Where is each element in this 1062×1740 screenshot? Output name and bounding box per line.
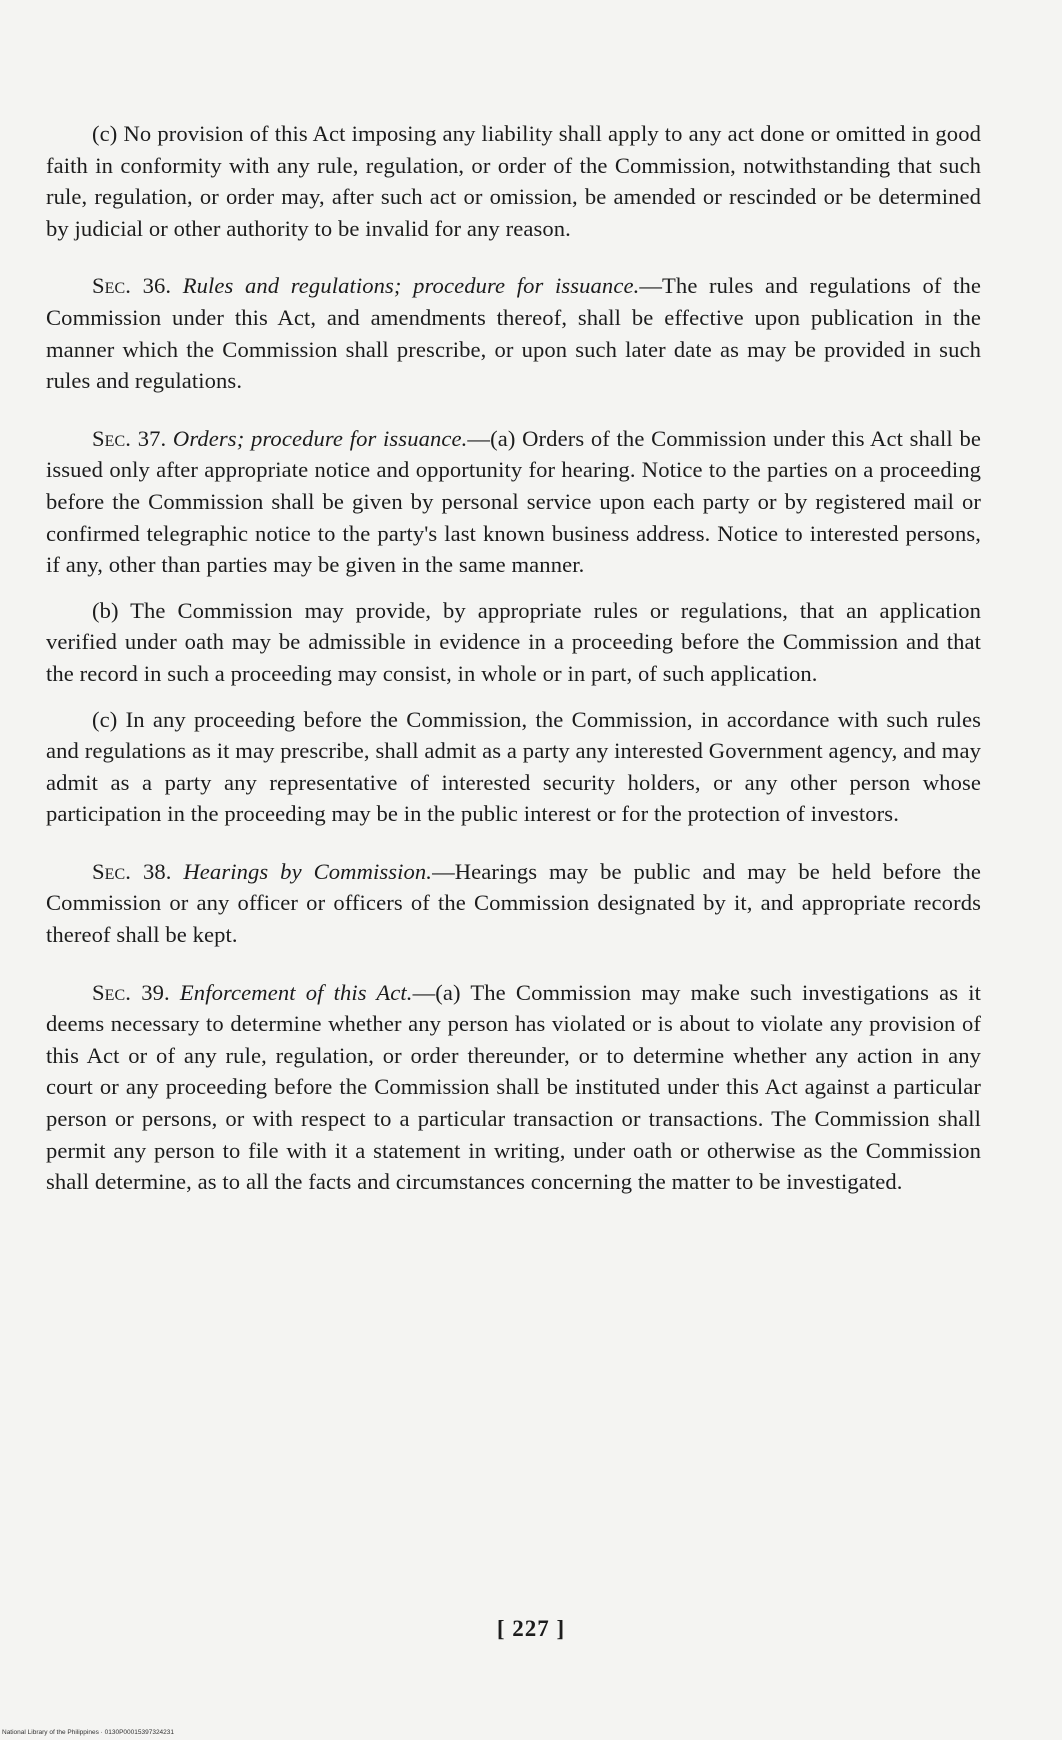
paragraph-sec36 xyxy=(46,270,981,396)
paragraph-body: (b) The Commission may provide, by appropriate rules or regulations, that an application verified under oath may be admissible in evidence in a proceeding before the Commission and that the record in such a proceeding may consist, in whole or in part, of such application. xyxy=(46,597,981,686)
paragraph-sec35-c xyxy=(46,118,981,244)
paragraph-sec38 xyxy=(46,856,981,951)
paragraph-sec39-a xyxy=(46,977,981,1198)
paragraph-body: —(a) Orders of the Commission under this Act shall be issued only after appropriate notice and opportunity for hearing. Notice to the parties on a proceeding before the Commission shall be given by personal service upon each party or by registered mail or confirmed telegraphic notice to the party's last known business address. Notice to interested persons, if any, other than parties may be given in the same manner. xyxy=(46,425,981,578)
page-number: [ 227 ] xyxy=(496,1616,566,1641)
section-title: Orders; procedure for issuance. xyxy=(172,425,468,451)
section-number: Sec. 38. xyxy=(92,858,172,884)
document-page xyxy=(46,118,981,1198)
paragraph-body: —Hearings may be public and may be held before the Commission or any officer or officers of the Commission designated by it, and appropriate records thereof shall be kept. xyxy=(46,858,982,948)
paragraph-body: —(a) The Commission may make such investigations as it deems necessary to determine whether any person has violated or is about to violate any provision of this Act or of any rule, regulation, or order thereunder, or to determine whether any action in any court or any proceeding before the Commission shall be instituted under this Act against a particular person or persons, or with respect to a particular transaction or transactions. The Commission shall permit any person to file with it a statement in writing, under oath or otherwise as the Commission shall determine, as to all the facts and circumstances concerning the matter to be investigated. xyxy=(46,979,982,1195)
paragraph-body: (c) In any proceeding before the Commission, the Commission, in accordance with such rules and regulations as it may prescribe, shall admit as a party any interested Government agency, and may admit as a party any representative of interested security holders, or any other person whose participation in the proceeding may be in the public interest or for the protection of investors. xyxy=(46,706,981,827)
paragraph-sec37-b xyxy=(46,595,981,690)
footer-credit: National Library of the Philippines · 0130P00015397324231 xyxy=(2,1729,175,1736)
section-number: Sec. 36. xyxy=(92,273,172,299)
section-title: Hearings by Commission. xyxy=(183,858,433,884)
paragraph-body: —The rules and regulations of the Commission under this Act, and amendments thereof, shall be effective upon publication in the manner which the Commission shall prescribe, or upon such later date as may be provided in such rules and regulations. xyxy=(46,273,981,394)
section-title: Enforcement of this Act. xyxy=(179,979,413,1005)
paragraph-sec37-a xyxy=(46,423,981,581)
paragraph-sec37-c xyxy=(46,704,981,830)
section-title: Rules and regulations; procedure for issuance. xyxy=(182,273,640,299)
paragraph-body: (c) No provision of this Act imposing any liability shall apply to any act done or omitted in good faith in conformity with any rule, regulation, or order of the Commission, notwithstanding that such rule, regulation, or order may, after such act or omission, be amended or rescinded or be determined by judicial or other authority to be invalid for any reason. xyxy=(46,121,981,241)
section-number: Sec. 39. xyxy=(92,979,170,1005)
section-number: Sec. 37. xyxy=(92,425,167,451)
